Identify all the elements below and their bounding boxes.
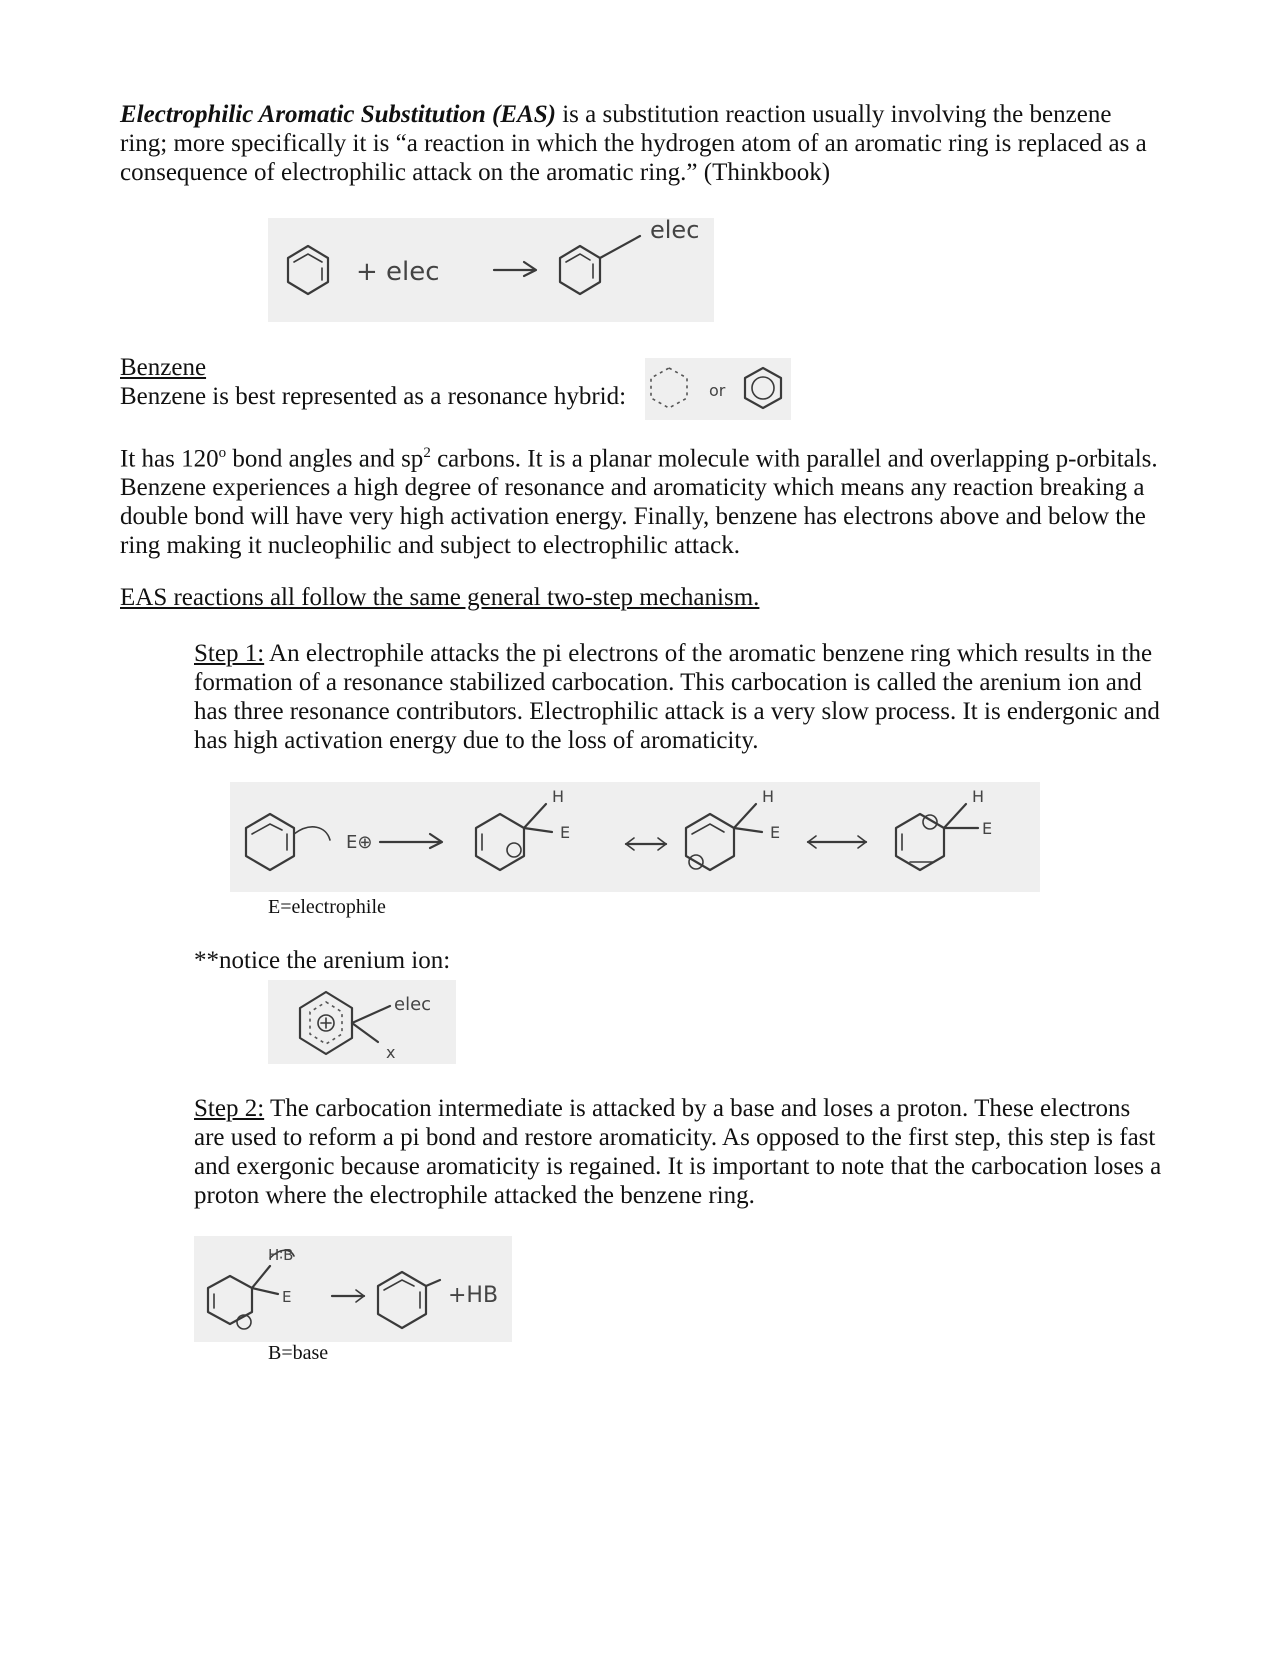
h-label-1: H	[552, 787, 565, 806]
arenium-resonance-figure	[230, 782, 1040, 892]
product-elec-label: elec	[650, 218, 700, 244]
base-attack-label: H∶B	[268, 1246, 294, 1264]
step1-paragraph	[194, 639, 1164, 755]
step2-paragraph	[194, 1094, 1164, 1210]
deprotonation-figure	[194, 1236, 512, 1342]
eas-term: Electrophilic Aromatic Substitution (EAS)	[120, 101, 556, 128]
step1-label: Step 1:	[194, 640, 265, 667]
e-label-1: E	[560, 823, 571, 842]
h-label-3: H	[972, 787, 985, 806]
e-label-2: E	[770, 823, 781, 842]
mechanism-heading: EAS reactions all follow the same general two-step mechanism.	[120, 584, 760, 611]
h-label-2: H	[762, 787, 775, 806]
electrophile-reagent: E⊕	[346, 832, 373, 853]
resonance-hybrid-figure	[645, 358, 791, 420]
e-label-3: E	[982, 819, 993, 838]
or-label: or	[709, 381, 726, 400]
step2-text: The carbocation intermediate is attacked by a base and loses a proton. These electrons are used to reform a pi bond and restore aromaticity. As opposed to the first step, this step is fast and exergonic because aromaticity is regained. It is important to note that the carbocation loses a proton where the electrophile attacked the benzene ring.	[194, 1095, 1162, 1209]
arenium-ion-figure	[268, 980, 456, 1064]
base-caption: B=base	[268, 1342, 329, 1364]
intro-paragraph	[120, 100, 1160, 187]
step2-label: Step 2:	[194, 1095, 265, 1122]
plus-elec-label: + elec	[356, 257, 440, 287]
intro-text: is a substitution reaction usually involving the benzene ring; more specifically it is “a reaction in which the hydrogen atom of an aromatic ring is replaced as a consequence of electrophilic attack on the aromatic ring.” (Thinkbook)	[120, 101, 1147, 186]
arenium-x-label: x	[386, 1043, 396, 1062]
e-label-4: E	[282, 1288, 292, 1306]
benzene-properties: It has 120$^o$ bond angles and $sp^2$ carbons. It is a planar molecule with parallel and overlapping p-orbitals. Benzene experiences a high degree of resonance and aromaticity which means any reaction breaking a double bond will have very high activation energy. Finally, benzene has electrons above and below the ring making it nucleophilic and subject to electrophilic attack.	[120, 445, 1158, 560]
substitution-figure	[268, 218, 714, 322]
resonance-hybrid-text: Benzene is best represented as a resonance hybrid:	[120, 383, 627, 410]
arenium-note: **notice the arenium ion:	[194, 947, 451, 974]
electrophile-caption: E=electrophile	[268, 896, 386, 918]
arenium-elec-label: elec	[394, 994, 432, 1015]
step1-text: An electrophile attacks the pi electrons of the aromatic benzene ring which results in the formation of a resonance stabilized carbocation. This carbocation is called the arenium ion and has three resonance contributors. Electrophilic attack is a very slow process. It is endergonic and has high activation energy due to the loss of aromaticity.	[194, 640, 1160, 754]
hb-product-label: +HB	[448, 1283, 499, 1308]
benzene-heading: Benzene	[120, 354, 207, 381]
